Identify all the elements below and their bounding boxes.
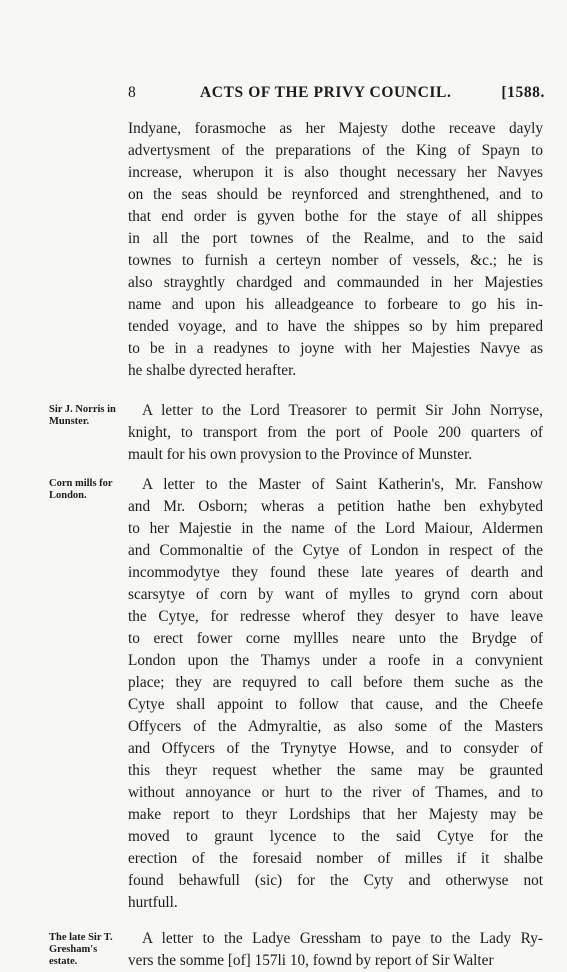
- text-line: place; they are requyred to call before them suche as the: [128, 674, 543, 691]
- text-line: and Offycers of the Trynytye Howse, and to consyder of: [128, 740, 543, 757]
- text-line: this theyr request whether the same may be graunted: [128, 762, 543, 779]
- text-line: vers the somme [of] 157li 10, fownd by report of Sir Walter: [128, 952, 494, 969]
- text-line: scarsytye of corn by want of mylles to grynd corn about: [128, 586, 543, 603]
- text-line: and Mr. Osborn; wheras a petition hathe ben exhybyted: [128, 498, 543, 515]
- paragraph: [128, 400, 543, 466]
- margin-note-line: London.: [49, 490, 87, 501]
- paragraph: [128, 474, 543, 914]
- margin-note: [49, 478, 127, 502]
- text-line: erection of the foresaid nomber of milles if it shalbe: [128, 850, 543, 867]
- running-year: [1588.: [501, 84, 545, 101]
- text-line: townes to furnish a certeyn nomber of vessels, &c.; he is: [128, 252, 543, 269]
- text-line: A letter to the Lord Treasorer to permit Sir John Norryse,: [142, 402, 543, 419]
- text-line: knight, to transport from the port of Poole 200 quarters of: [128, 424, 543, 441]
- margin-note-line: Munster.: [49, 416, 90, 427]
- text-line: mault for his own provysion to the Province of Munster.: [128, 446, 473, 463]
- text-line: found behawfull (sic) for the Cyty and otherwyse not: [128, 872, 543, 889]
- text-line: to her Majestie in the name of the Lord Maiour, Aldermen: [128, 520, 543, 537]
- margin-note-line: The late Sir T.: [49, 932, 113, 943]
- margin-note-line: estate.: [49, 956, 78, 967]
- text-line: and Commonaltie of the Cytye of London in respect of the: [128, 542, 543, 559]
- text-line: London upon the Thamys under a roofe in a convynient: [128, 652, 543, 669]
- text-line: that end order is gyven bothe for the staye of all shippes: [128, 208, 543, 225]
- paragraph: [128, 928, 543, 972]
- text-line: moved to graunt lycence to the said Cytye for the: [128, 828, 543, 845]
- margin-note: [49, 932, 127, 968]
- text-line: Offycers of the Admyraltie, as also some of the Masters: [128, 718, 543, 735]
- text-line: Cytye shall appoint to follow that cause, and the Cheefe: [128, 696, 543, 713]
- margin-note-line: Sir J. Norris in: [49, 404, 116, 415]
- text-line: he shalbe dyrected herafter.: [128, 362, 297, 379]
- text-line: to erect fower corne myllles neare unto the Brydge of: [128, 630, 543, 647]
- margin-note: [49, 404, 127, 428]
- margin-note-line: Corn mills for: [49, 478, 113, 489]
- text-line: make report to theyr Lordships that her Majesty may be: [128, 806, 543, 823]
- text-line: the Cytye, for redresse wherof they desyer to have leave: [128, 608, 543, 625]
- text-line: increase, wherupon it is also thought necessary her Navyes: [128, 164, 543, 181]
- text-line: on the seas should be reynforced and strenghthened, and to: [128, 186, 543, 203]
- text-line: in all the port townes of the Realme, and to the said: [128, 230, 543, 247]
- text-line: tended voyage, and to have the shippes so by him prepared: [128, 318, 543, 335]
- text-line: incommodytye they found these late yeares of dearth and: [128, 564, 543, 581]
- text-line: to be in a readynes to joyne with her Majesties Navye as: [128, 340, 543, 357]
- running-title: ACTS OF THE PRIVY COUNCIL.: [200, 84, 452, 101]
- margin-note-line: Gresham's: [49, 944, 98, 955]
- text-line: A letter to the Ladye Gressham to paye to the Lady Ry-: [142, 930, 543, 947]
- text-line: A letter to the Master of Saint Katherin's, Mr. Fanshow: [142, 476, 543, 493]
- text-line: without annoyance or hurt to the river of Thames, and to: [128, 784, 543, 801]
- page-number: 8: [128, 84, 137, 101]
- paragraph: [128, 118, 543, 382]
- text-line: hurtfull.: [128, 894, 178, 911]
- text-line: also strayghtly chardged and commaunded in her Majesties: [128, 274, 543, 291]
- text-line: Indyane, forasmoche as her Majesty dothe receave dayly: [128, 120, 543, 137]
- text-line: advertysment of the preparations of the King of Spayn to: [128, 142, 543, 159]
- text-line: name and upon his alleadgeance to forbeare to go his in-: [128, 296, 543, 313]
